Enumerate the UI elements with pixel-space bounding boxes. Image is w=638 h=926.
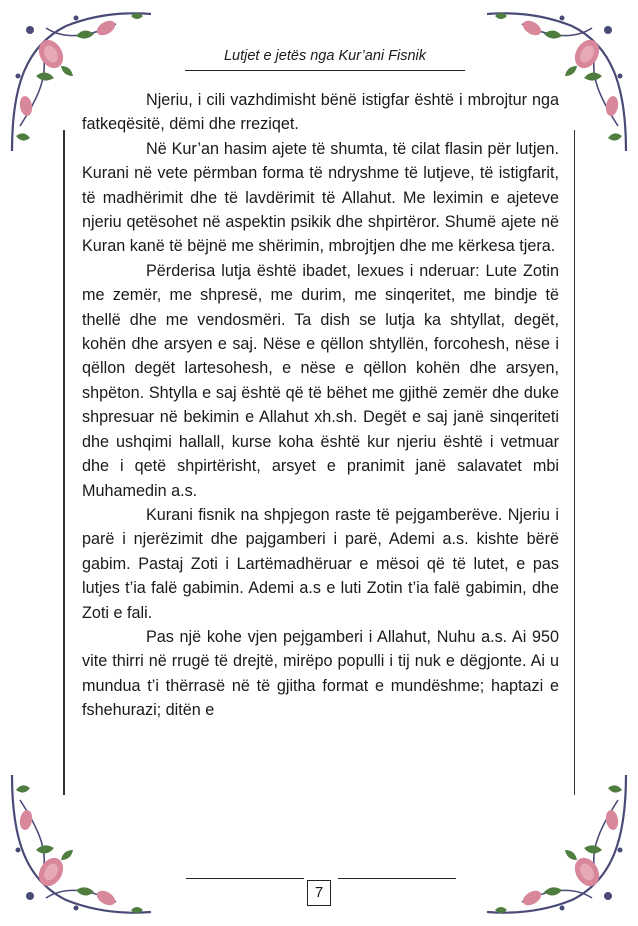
corner-ornament-bottom-right: [482, 770, 632, 920]
footer-rule-right: [338, 878, 456, 879]
page-body: [82, 88, 559, 723]
running-header: Lutjet e jetës nga Kur’ani Fisnik: [185, 48, 465, 71]
paragraph: Kurani fisnik na shpjegon raste të pejgamberëve. Njeriu i parë i njerëzimit dhe pajgamberi i parë, Ademi a.s. kishte bërë gabim. Pastaj Zoti i Lartëmadhëruar e mësoi që të lutet, e pas lutjes t’ia falë gabimin. Ademi a.s e luti Zotin t’ia falë gabimin, dhe Zoti e fali.: [82, 505, 559, 622]
corner-ornament-bottom-left: [6, 770, 156, 920]
page-number: 7: [307, 880, 331, 906]
right-border-line: [574, 130, 576, 795]
paragraph: Pas një kohe vjen pejgamberi i Allahut, Nuhu a.s. Ai 950 vite thirri në rrugë të drejtë, mirëpo populli i tij nuk e dëgjonte. Ai u mundua t’i thërrasë në të gjitha format e mundëshme; haptazi e fshehurazi; ditën e: [82, 627, 559, 720]
footer-rule-left: [186, 878, 304, 879]
paragraph: Njeriu, i cili vazhdimisht bënë istigfar është i mbrojtur nga fatkeqësitë, dëmi dhe rreziqet.: [82, 91, 559, 134]
left-border-line: [63, 130, 65, 795]
paragraph: Përderisa lutja është ibadet, lexues i nderuar: Lute Zotin me zemër, me shpresë, me durim, me sinqeritet, me bindje të thellë dhe me vendosmëri. Ta dish se lutja ka shtyllat, degët, kohën dhe arsyen e saj. Nëse e qëllon shtyllën, forcohesh, nëse i qëllon degët lartesohesh, e nëse e qëllon kohën dhe arsyen, shpëton. Shtylla e saj është që të bëhet me gjithë zemër dhe duke shpresuar në bekimin e Allahut xh.sh. Degët e saj janë sinqeriteti dhe ushqimi hallall, kurse koha është kur njeriu është i vetmuar dhe i qetë shpirtërisht, arsyet e pranimit janë salavatet mbi Muhamedin a.s.: [82, 261, 559, 500]
paragraph: Në Kur’an hasim ajete të shumta, të cilat flasin për lutjen. Kurani në vete përmban forma të ndryshme të lutjeve, të istigfarit, të madhërimit dhe të lavdërimit të Allahut. Me leximin e ajeteve njeriu qetësohet në aspektin psikik dhe shpirtëror. Shumë ajete në Kuran kanë të bëjnë me shërimin, mbrojtjen dhe me kërkesa tjera.: [82, 139, 559, 256]
